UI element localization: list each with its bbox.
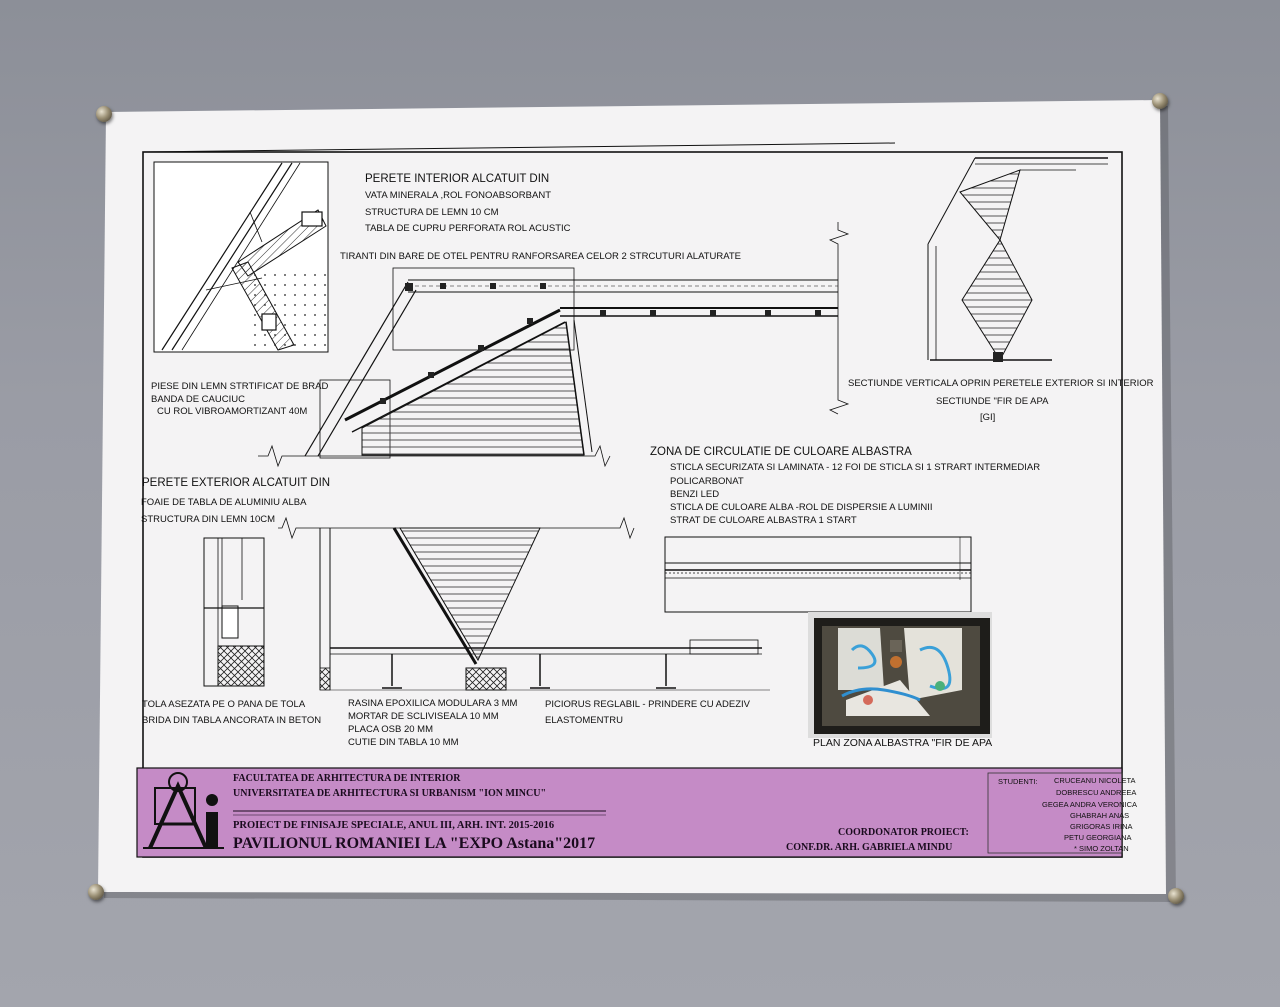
student-name: PETU GEORGIANA [1064, 833, 1132, 842]
blue-zone-item: STICLA DE CULOARE ALBA -ROL DE DISPERSIE A LUMINII [670, 502, 933, 513]
floor-layer: RASINA EPOXILICA MODULARA 3 MM [348, 698, 518, 709]
tola-note: BRIDA DIN TABLA ANCORATA IN BETON [142, 715, 322, 726]
interior-wall-item: VATA MINERALA ,ROL FONOABSORBANT [365, 190, 551, 201]
student-name: GEGEA ANDRA VERONICA [1042, 800, 1138, 809]
adjustable-foot-note: ELASTOMENTRU [545, 715, 623, 726]
project-title: PAVILIONUL ROMANIEI LA "EXPO Astana"2017 [233, 835, 596, 852]
blue-zone-item: POLICARBONAT [670, 476, 744, 487]
interior-wall-item: TABLA DE CUPRU PERFORATA ROL ACUSTIC [365, 223, 571, 234]
student-name: GRIGORAS IRINA [1070, 822, 1133, 831]
student-name: GHABRAH ANAS [1070, 811, 1130, 820]
detail-box-corner [154, 162, 328, 352]
blue-zone-item: BENZI LED [670, 489, 720, 500]
blue-zone-heading: ZONA DE CIRCULATIE DE CULOARE ALBASTRA [650, 446, 912, 458]
adjustable-foot-note: PICIORUS REGLABIL - PRINDERE CU ADEZIV [545, 699, 750, 710]
blue-zone-item: STICLA SECURIZATA SI LAMINATA - 12 FOI DE STICLA SI 1 STRART INTERMEDIAR [670, 462, 1041, 473]
coordinator-label: COORDONATOR PROIECT: [838, 827, 969, 838]
student-name: * SIMO ZOLTAN [1074, 844, 1129, 853]
floor-layer: CUTIE DIN TABLA 10 MM [348, 737, 459, 748]
pin-bottom-left [88, 884, 104, 900]
pin-top-right [1152, 93, 1168, 109]
wood-note: BANDA DE CAUCIUC [151, 394, 245, 405]
tola-note: TOLA ASEZATA PE O PANA DE TOLA [142, 699, 306, 710]
tie-rods-note: TIRANTI DIN BARE DE OTEL PENTRU RANFORSAREA CELOR 2 STRCUTURI ALATURATE [340, 251, 741, 262]
pin-top-left [96, 106, 112, 122]
faculty-name: FACULTATEA DE ARHITECTURA DE INTERIOR [233, 773, 461, 784]
student-name: DOBRESCU ANDREEA [1056, 788, 1137, 797]
students-label: STUDENTI: [998, 777, 1038, 786]
pin-bottom-right [1168, 888, 1184, 904]
interior-wall-item: STRUCTURA DE LEMN 10 CM [365, 207, 499, 218]
blue-zone-item: STRAT DE CULOARE ALBASTRA 1 START [670, 515, 857, 526]
floor-layer: MORTAR DE SCLIVISEALA 10 MM [348, 711, 499, 722]
university-name: UNIVERSITATEA DE ARHITECTURA SI URBANISM "ION MINCU" [233, 788, 547, 799]
interior-wall-heading: PERETE INTERIOR ALCATUIT DIN [365, 173, 550, 185]
student-name: CRUCEANU NICOLETA [1054, 776, 1136, 785]
vertical-section-caption: [GI] [980, 412, 996, 423]
exterior-wall-heading: PERETE EXTERIOR ALCATUIT DIN [142, 477, 331, 489]
project-name: PROIECT DE FINISAJE SPECIALE, ANUL III, ARH. INT. 2015-2016 [233, 820, 555, 831]
wood-note: CU ROL VIBROAMORTIZANT 40M [157, 406, 308, 417]
vertical-section-caption: SECTIUNDE VERTICALA OPRIN PERETELE EXTERIOR SI INTERIOR [848, 378, 1154, 389]
coordinator-name: CONF.DR. ARH. GABRIELA MINDU [786, 842, 953, 853]
floor-layer: PLACA OSB 20 MM [348, 724, 434, 735]
plan-caption: PLAN ZONA ALBASTRA "FIR DE APA [813, 737, 993, 749]
plan-image [808, 612, 992, 738]
exterior-wall-item: FOAIE DE TABLA DE ALUMINIU ALBA [141, 497, 307, 508]
wood-note: PIESE DIN LEMN STRTIFICAT DE BRAD [151, 381, 329, 392]
exterior-wall-item: STRUCTURA DIN LEMN 10CM [141, 514, 276, 525]
vertical-section-caption: SECTIUNDE "FIR DE APA [936, 396, 1049, 407]
